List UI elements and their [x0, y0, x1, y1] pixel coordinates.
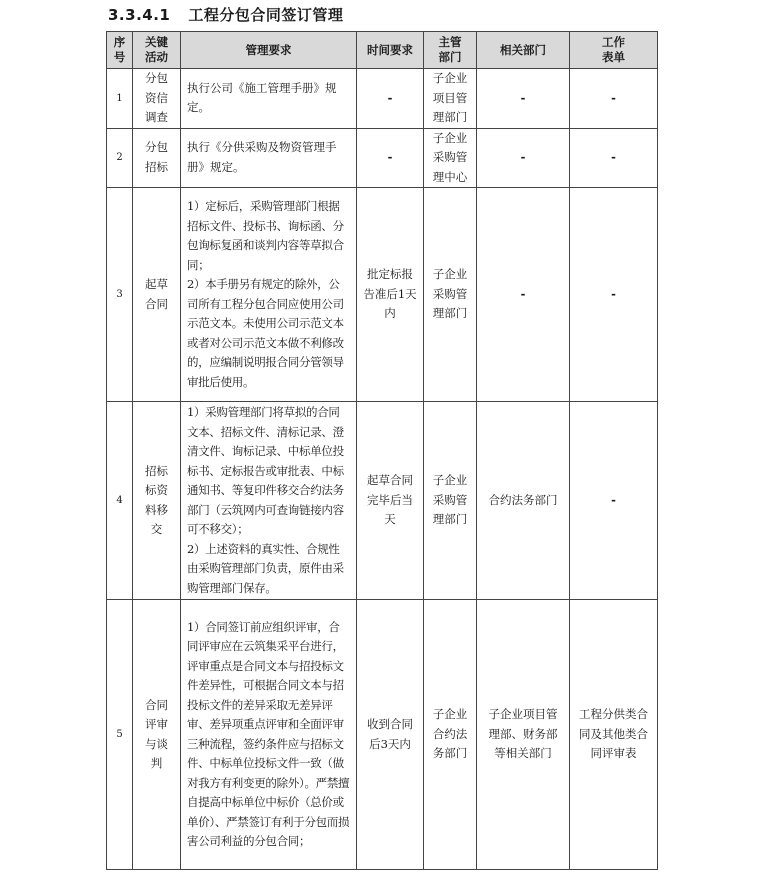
cell-activity: 分包 招标	[133, 128, 181, 188]
cell-time: -	[357, 69, 424, 129]
header-seq: 序 号	[107, 32, 133, 69]
cell-activity: 起草 合同	[133, 188, 181, 402]
cell-form: -	[570, 128, 658, 188]
cell-activity: 招标 标资 料移 交	[133, 402, 181, 600]
section-title: 工程分包合同签订管理	[188, 6, 344, 24]
header-related: 相关部门	[477, 32, 570, 69]
cell-seq: 4	[107, 402, 133, 600]
cell-time: 批定标报告准后1天内	[357, 188, 424, 402]
cell-lead: 子企业 采购管 理部门	[424, 402, 477, 600]
table-row	[107, 600, 658, 870]
header-lead: 主管 部门	[424, 32, 477, 69]
header-requirement: 管理要求	[181, 32, 357, 69]
table-header-row	[107, 32, 658, 69]
cell-form: -	[570, 188, 658, 402]
cell-lead: 子企业 采购管 理中心	[424, 128, 477, 188]
cell-related: -	[477, 128, 570, 188]
cell-seq: 3	[107, 188, 133, 402]
cell-related: -	[477, 69, 570, 129]
table-row	[107, 402, 658, 600]
cell-requirement: 1）合同签订前应组织评审，合同评审应在云筑集采平台进行，评审重点是合同文本与招投标文件差异性，可根据合同文本与招投标文件的差异采取无差异评审、差异项重点评审和全面评审三种流程，签约条件应与招标文件、中标单位投标文件一致（做对我方有利变更的除外）。严禁擅自提高中标单位中标价（总价或单价）、严禁签订有利于分包而损害公司利益的分包合同；	[181, 600, 357, 870]
cell-requirement: 执行《分供采购及物资管理手册》规定。	[181, 128, 357, 188]
cell-related: 合约法务部门	[477, 402, 570, 600]
cell-time: -	[357, 128, 424, 188]
table-row	[107, 188, 658, 402]
section-number: 3.3.4.1	[108, 6, 171, 24]
cell-time: 收到合同后3天内	[357, 600, 424, 870]
cell-form: -	[570, 402, 658, 600]
section-heading	[108, 4, 343, 25]
table-row	[107, 128, 658, 188]
cell-activity: 合同 评审 与谈 判	[133, 600, 181, 870]
management-table	[106, 31, 658, 870]
cell-form: -	[570, 69, 658, 129]
header-activity: 关键 活动	[133, 32, 181, 69]
cell-lead: 子企业 项目管 理部门	[424, 69, 477, 129]
table-row	[107, 69, 658, 129]
cell-form: 工程分供类合同及其他类合同评审表	[570, 600, 658, 870]
cell-related: -	[477, 188, 570, 402]
cell-lead: 子企业 采购管 理部门	[424, 188, 477, 402]
cell-seq: 1	[107, 69, 133, 129]
cell-related: 子企业项目管理部、财务部等相关部门	[477, 600, 570, 870]
cell-seq: 5	[107, 600, 133, 870]
cell-requirement: 执行公司《施工管理手册》规定。	[181, 69, 357, 129]
cell-time: 起草合同完毕后当天	[357, 402, 424, 600]
header-time: 时间要求	[357, 32, 424, 69]
cell-requirement: 1）定标后，采购管理部门根据招标文件、投标书、询标函、分包询标复函和谈判内容等草拟合同； 2）本手册另有规定的除外，公司所有工程分包合同应使用公司示范文本。未使用公司示范文本或者对公司示范文本做不利修改的，应编制说明报合同分管领导审批后使用。	[181, 188, 357, 402]
cell-requirement: 1）采购管理部门将草拟的合同文本、招标文件、清标记录、澄清文件、询标记录、中标单位投标书、定标报告或审批表、中标通知书、等复印件移交合约法务部门（云筑网内可查询链接内容可不移交）； 2）上述资料的真实性、合规性由采购管理部门负责，原件由采购管理部门保存。	[181, 402, 357, 600]
cell-activity: 分包 资信 调查	[133, 69, 181, 129]
cell-seq: 2	[107, 128, 133, 188]
cell-lead: 子企业 合约法 务部门	[424, 600, 477, 870]
header-form: 工作 表单	[570, 32, 658, 69]
